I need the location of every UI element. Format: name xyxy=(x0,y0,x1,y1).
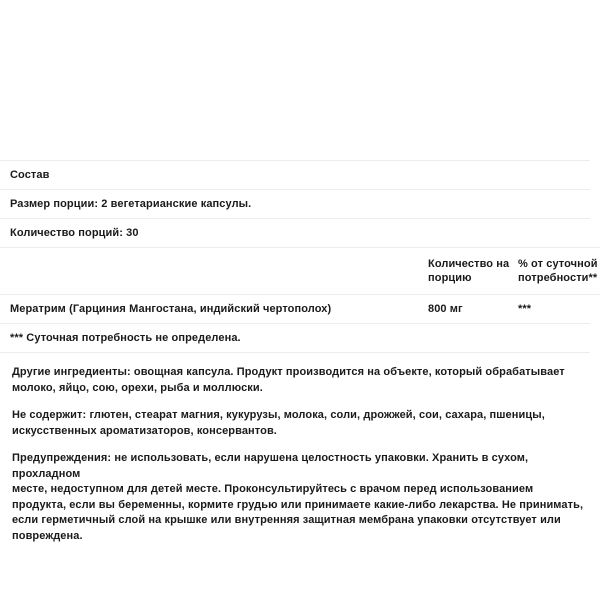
other-ingredients-paragraph: Другие ингредиенты: овощная капсула. Продукт производится на объекте, который обрабатывает молоко, яйцо, сою, орехи, рыба и моллюски. xyxy=(12,366,565,394)
serving-size-row: Размер порции: 2 вегетарианские капсулы. xyxy=(10,198,252,210)
nutrient-name: Мератрим (Гарциния Мангостана, индийский чертополох) xyxy=(0,295,428,324)
details-section xyxy=(0,365,600,544)
table-header-row xyxy=(0,248,600,295)
warnings-line-1: Предупреждения: не использовать, если нарушена целостность упаковки. Хранить в сухом, прохладном xyxy=(12,452,529,480)
nutrient-amount: 800 мг xyxy=(428,295,518,324)
table-row xyxy=(0,295,600,324)
supplement-facts-heading: Состав xyxy=(10,169,50,181)
warnings-line-2: месте, недоступном для детей месте. Проконсультируйтесь с врачом перед использованием продукта, если вы беременны, кормите грудью или принимаете какие-либо лекарства. Не принимать, если герметичный слой на крышке или внутренняя защитная мембрана упаковки отсутствует или повреждена. xyxy=(12,483,584,542)
column-header-nutrient-name xyxy=(0,248,428,295)
nutrient-table xyxy=(0,247,600,323)
daily-value-footnote: *** Суточная потребность не определена. xyxy=(0,323,590,353)
supplement-facts-panel xyxy=(0,160,600,544)
servings-per-container-row: Количество порций: 30 xyxy=(10,227,139,239)
nutrient-table-body xyxy=(0,295,600,324)
warnings-paragraph xyxy=(12,451,588,544)
column-header-percent-daily-value: % от суточной потребности** xyxy=(518,248,600,295)
nutrient-daily-value: *** xyxy=(518,295,600,324)
column-header-amount-per-serving: Количество на порцию xyxy=(428,248,518,295)
free-from-paragraph: Не содержит: глютен, стеарат магния, кукурузы, молока, соли, дрожжей, сои, сахара, пшеницы, искусственных ароматизаторов, консервантов. xyxy=(12,409,545,437)
nutrient-table-header xyxy=(0,248,600,295)
